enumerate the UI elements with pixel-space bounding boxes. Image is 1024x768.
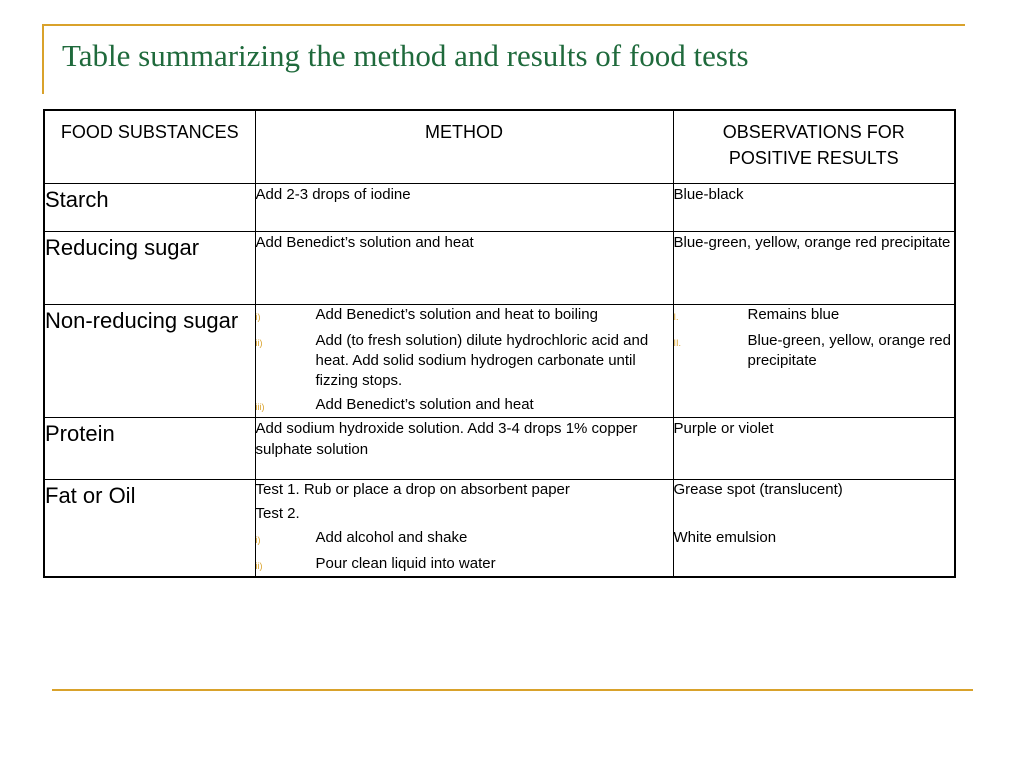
method-cell: Add 2-3 drops of iodine (255, 184, 673, 232)
observation-cell: Blue-black (673, 184, 955, 232)
table-row-starch (44, 184, 955, 232)
observation-cell: Purple or violet (673, 418, 955, 480)
substance-cell: Protein (44, 418, 255, 480)
top-divider (43, 24, 965, 26)
substance-cell: Reducing sugar (44, 232, 255, 305)
list-item-text: Add Benedict’s solution and heat (315, 396, 534, 413)
list-item-text: Add (to fresh solution) dilute hydrochloric acid and heat. Add solid sodium hydrogen carbonate until fizzing stops. (315, 332, 649, 389)
list-item (256, 305, 673, 327)
method-cell (255, 305, 673, 418)
observation-test-1: Grease spot (translucent) (673, 481, 843, 498)
observation-cell: Blue-green, yellow, orange red precipitate (673, 232, 955, 305)
list-marker: ii) (255, 338, 263, 348)
table-row-non-reducing-sugar (44, 305, 955, 418)
list-item (256, 331, 673, 391)
header-food-substances: FOOD SUBSTANCES (44, 110, 255, 184)
list-marker: ii) (255, 561, 263, 571)
side-divider (42, 24, 44, 94)
test-2-text: Test 2. (255, 505, 300, 522)
table-row-protein (44, 418, 955, 480)
header-observations: OBSERVATIONS FOR POSITIVE RESULTS (673, 110, 955, 184)
list-marker: II. (673, 338, 682, 348)
table-row-reducing-sugar (44, 232, 955, 305)
observation-test-2: White emulsion (673, 529, 777, 546)
list-item (674, 305, 955, 327)
list-marker: i) (255, 535, 261, 545)
header-method: METHOD (255, 110, 673, 184)
list-item-text: Add alcohol and shake (315, 529, 468, 546)
list-marker: I. (673, 312, 679, 322)
observation-cell (673, 480, 955, 578)
substance-cell: Starch (44, 184, 255, 232)
test-1-text: Test 1. Rub or place a drop on absorbent paper (255, 481, 570, 498)
table-row-fat-or-oil (44, 480, 955, 578)
list-item-text: Blue-green, yellow, orange red precipitate (747, 332, 951, 369)
header-row (44, 110, 955, 184)
method-cell: Add sodium hydroxide solution. Add 3-4 drops 1% copper sulphate solution (255, 418, 673, 480)
list-marker: i) (255, 312, 261, 322)
list-item-text: Remains blue (747, 306, 840, 323)
food-tests-table (43, 109, 956, 578)
method-cell (255, 480, 673, 578)
list-item-text: Add Benedict’s solution and heat to boiling (315, 306, 598, 323)
substance-cell: Fat or Oil (44, 480, 255, 578)
substance-cell: Non-reducing sugar (44, 305, 255, 418)
list-item (256, 395, 673, 417)
bottom-divider (52, 689, 973, 691)
observation-cell (673, 305, 955, 418)
list-item-text: Pour clean liquid into water (315, 555, 496, 572)
list-marker: iii) (255, 402, 265, 412)
list-item (256, 528, 673, 550)
list-item (256, 554, 673, 576)
spacer (674, 504, 955, 528)
slide-title: Table summarizing the method and results of food tests (62, 38, 749, 73)
method-cell: Add Benedict’s solution and heat (255, 232, 673, 305)
list-item (674, 331, 955, 371)
